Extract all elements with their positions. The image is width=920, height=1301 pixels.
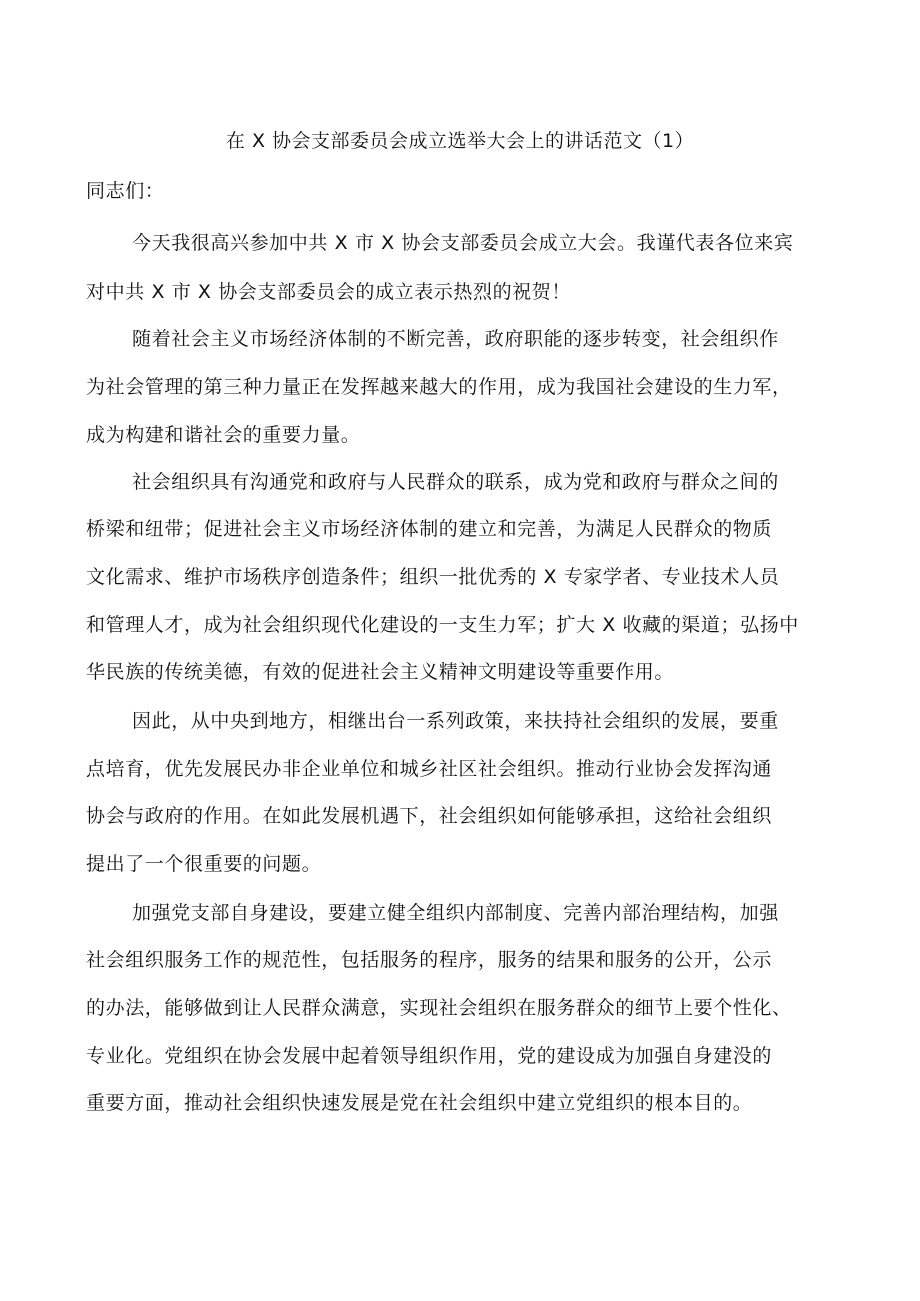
paragraph-3-line-2: 桥梁和纽带；促进社会主义市场经济体制的建立和完善，为满足人民群众的物质 <box>86 518 773 540</box>
paragraph-3-line-1: 社会组织具有沟通党和政府与人民群众的联系，成为党和政府与群众之间的 <box>132 471 779 493</box>
salutation: 同志们： <box>86 180 165 202</box>
paragraph-3-line-3: 文化需求、维护市场秩序创造条件；组织一批优秀的 X 专家学者、专业技术人员 <box>86 566 780 588</box>
paragraph-2-line-3: 成为构建和谐社会的重要力量。 <box>86 424 361 446</box>
paragraph-3-line-5: 华民族的传统美德，有效的促进社会主义精神文明建设等重要作用。 <box>86 661 675 683</box>
paragraph-4-line-1: 因此，从中央到地方，相继出台一系列政策，来扶持社会组织的发展，要重 <box>132 710 779 732</box>
paragraph-4-line-3: 协会与政府的作用。在如此发展机遇下，社会组织如何能够承担，这给社会组织 <box>86 805 773 827</box>
document-title: 在 X 协会支部委员会成立选举大会上的讲话范文（1） <box>225 130 695 152</box>
paragraph-5-line-2: 社会组织服务工作的规范性，包括服务的程序，服务的结果和服务的公开，公示 <box>86 949 773 971</box>
paragraph-5-line-1: 加强党支部自身建设，要建立健全组织内部制度、完善内部治理结构，加强 <box>132 902 779 924</box>
paragraph-3-line-4: 和管理人才，成为社会组织现代化建设的一支生力军；扩大 X 收藏的渠道；弘扬中 <box>86 614 799 636</box>
paragraph-1-line-1: 今天我很高兴参加中共 X 市 X 协会支部委员会成立大会。我谨代表各位来宾 <box>132 232 794 254</box>
paragraph-4-line-4: 提出了一个很重要的问题。 <box>86 853 322 875</box>
paragraph-5-line-4: 专业化。党组织在协会发展中起着领导组织作用，党的建设成为加强自身建没的 <box>86 1045 773 1067</box>
paragraph-5-line-3: 的办法，能够做到让人民群众满意，实现社会组织在服务群众的细节上要个性化、 <box>86 997 792 1019</box>
paragraph-2-line-1: 随着社会主义市场经济体制的不断完善，政府职能的逐步转变，社会组织作 <box>132 328 779 350</box>
paragraph-5-line-5: 重要方面，推动社会组织快速发展是党在社会组织中建立党组织的根本目的。 <box>86 1092 753 1114</box>
paragraph-1-line-2: 对中共 X 市 X 协会支部委员会的成立表示热烈的祝贺！ <box>86 281 571 303</box>
paragraph-4-line-2: 点培育，优先发展民办非企业单位和城乡社区社会组织。推动行业协会发挥沟通 <box>86 758 773 780</box>
paragraph-2-line-2: 为社会管理的第三种力量正在发挥越来越大的作用，成为我国社会建设的生力军， <box>86 376 792 398</box>
